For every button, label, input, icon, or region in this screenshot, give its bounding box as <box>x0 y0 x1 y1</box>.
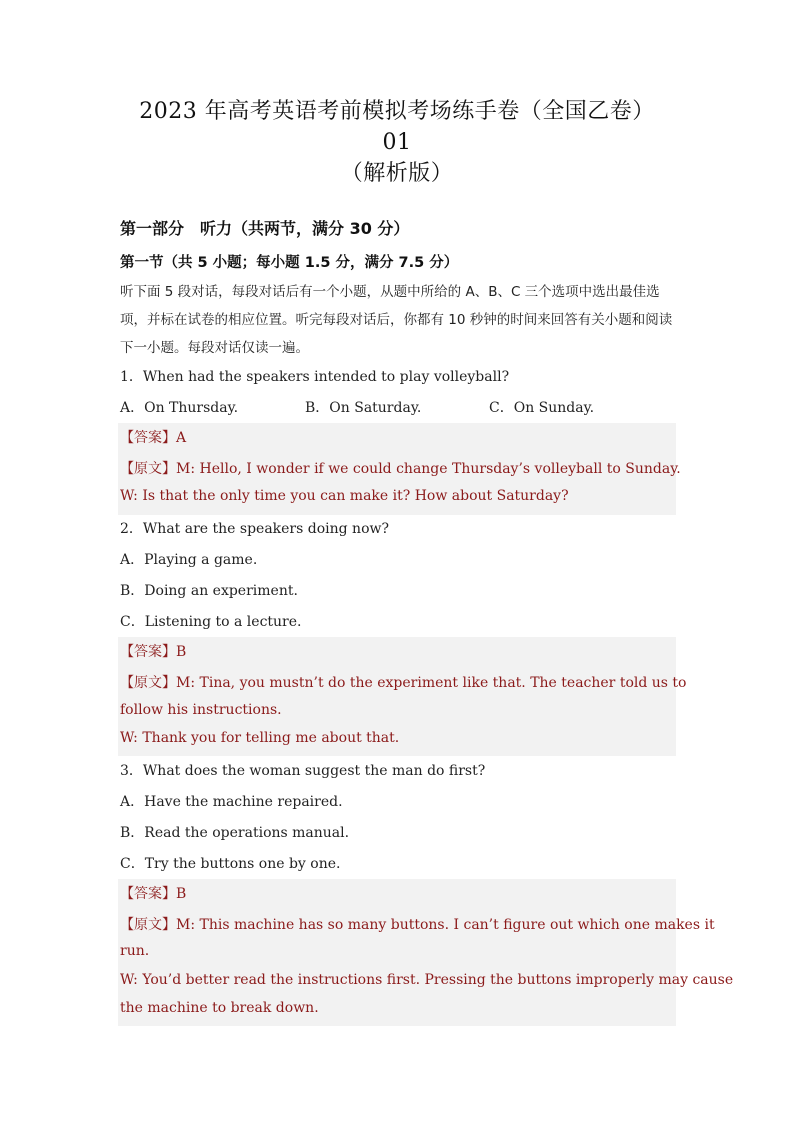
answer-value: B <box>176 644 187 660</box>
title-line-3: （解析版） <box>340 161 454 186</box>
document-title <box>0 96 794 189</box>
question-3-option-c: C．Try the buttons one by one. <box>120 856 341 872</box>
question-3-stem: 3．What does the woman suggest the man do first? <box>120 763 486 779</box>
question-2-script-line-2: follow his instructions. <box>120 702 282 718</box>
answer-value: A <box>176 430 187 446</box>
question-3-answer-box <box>118 879 734 1026</box>
question-3-script-line-3: W: You’d better read the instructions first. Pressing the buttons improperly may cause <box>120 972 734 988</box>
question-2-option-b: B．Doing an experiment. <box>120 583 298 599</box>
question-1-answer-box <box>118 423 681 515</box>
question-2-answer-box <box>118 637 687 756</box>
answer-tag: 【答案】 <box>120 886 176 902</box>
question-1-option-b: B．On Saturday. <box>305 400 422 416</box>
part-heading: 第一部分 听力（共两节，满分 30 分） <box>120 219 410 238</box>
script-tag: 【原文】 <box>120 461 176 477</box>
script-tag: 【原文】 <box>120 675 176 691</box>
answer-tag: 【答案】 <box>120 644 176 660</box>
script-text: M: This machine has so many buttons. I can’t figure out which one makes it <box>176 917 715 933</box>
answer-tag: 【答案】 <box>120 430 176 446</box>
question-2-stem: 2．What are the speakers doing now? <box>120 521 389 537</box>
script-tag: 【原文】 <box>120 917 176 933</box>
question-1-stem: 1．When had the speakers intended to play volleyball? <box>120 369 510 385</box>
question-1-answer <box>120 427 186 447</box>
section-heading: 第一节（共 5 小题；每小题 1.5 分，满分 7.5 分） <box>120 255 459 271</box>
question-3-script-line-1 <box>120 914 715 934</box>
instructions-text: 听下面 5 段对话，每段对话后有一个小题，从题中所给的 A、B、C 三个选项中选出最佳选项，并标在试卷的相应位置。听完每段对话后，你都有 10 秒钟的时间来回答有关小题和阅读下一小题。每段对话仅读一遍。 <box>120 284 673 356</box>
script-text: M: Tina, you mustn’t do the experiment like that. The teacher told us to <box>176 675 687 691</box>
question-1-script-line-2: W: Is that the only time you can make it? How about Saturday? <box>120 488 569 504</box>
question-2-script-line-3: W: Thank you for telling me about that. <box>120 730 400 746</box>
script-text: M: Hello, I wonder if we could change Thursday’s volleyball to Sunday. <box>176 461 681 477</box>
question-2-option-a: A．Playing a game. <box>120 552 258 568</box>
question-2-answer <box>120 641 186 661</box>
question-2-option-c: C．Listening to a lecture. <box>120 614 302 630</box>
question-1-option-a: A．On Thursday. <box>120 400 239 416</box>
answer-value: B <box>176 886 187 902</box>
question-3-option-b: B．Read the operations manual. <box>120 825 350 841</box>
question-3-script-line-4: the machine to break down. <box>120 1000 319 1016</box>
question-3-option-a: A．Have the machine repaired. <box>120 794 343 810</box>
title-line-1: 2023 年高考英语考前模拟考场练手卷（全国乙卷） <box>139 99 655 124</box>
question-1-option-c: C．On Sunday. <box>489 400 595 416</box>
title-line-2: 01 <box>382 130 412 155</box>
question-3-answer <box>120 883 186 903</box>
question-3-script-line-2: run. <box>120 943 150 959</box>
question-1-script-line-1 <box>120 458 681 478</box>
question-2-script-line-1 <box>120 672 686 692</box>
